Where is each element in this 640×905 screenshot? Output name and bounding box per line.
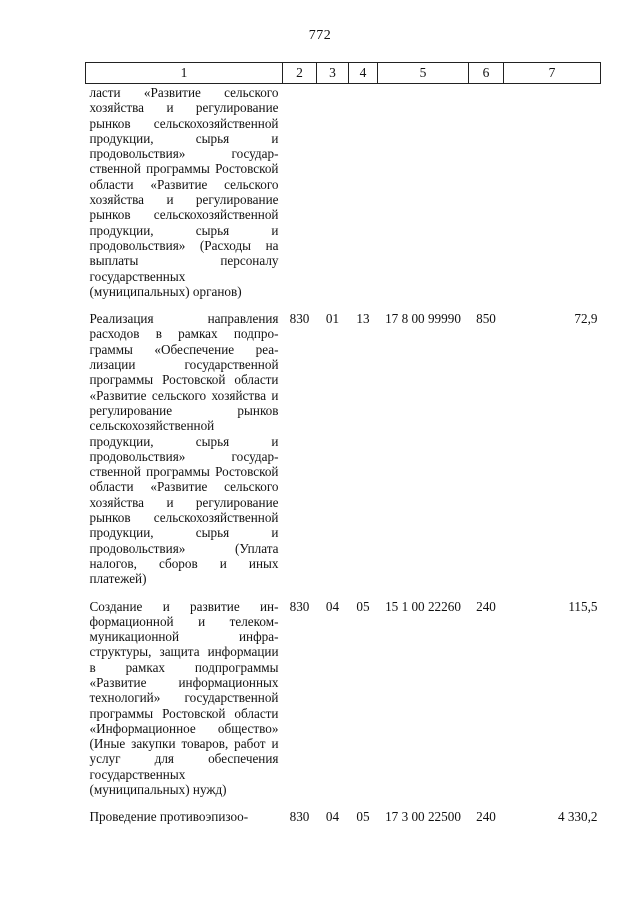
section-code — [317, 84, 349, 300]
table-row — [86, 299, 601, 586]
expense-type-code: 850 — [476, 311, 496, 327]
section-code: 04 — [325, 809, 340, 825]
amount — [504, 84, 601, 300]
table-body — [86, 84, 601, 825]
column-header-2: 2 — [283, 63, 317, 84]
page-number: 772 — [308, 28, 332, 43]
subsection-code — [349, 84, 378, 300]
amount: 72,9 — [574, 311, 598, 327]
expense-type-code — [469, 84, 504, 300]
row-description: ласти «Развитие сельского хозяйства и регулирование рынков сельскохозяйственной продукции, сырья и продовольствия» государственной программы Ростовской области «Развитие сельского хозяйства и регулирование рынков сельскохозяйственной продукции, сырья и продовольствия» (Расходы на выплаты персоналу государственных (муниципальных) органов) — [89, 85, 279, 299]
row-description: Проведение противоэпизоо- — [89, 809, 249, 825]
target-article-code: 17 3 00 22500 — [385, 809, 461, 825]
column-header-1: 1 — [86, 63, 283, 84]
ministry-code: 830 — [289, 809, 310, 825]
column-header-6: 6 — [469, 63, 504, 84]
ministry-code: 830 — [289, 311, 310, 327]
target-article-code — [378, 84, 469, 300]
expense-type-code: 240 — [476, 598, 496, 614]
row-description: Создание и развитие информационной и телекоммуникационной инфраструктуры, защита информации в рамках подпрограммы «Развитие информационных технологий» государственной программы Ростовской области «Информационное общество» (Иные закупки товаров, работ и услуг для обеспечения государственных (муниципальных) нужд) — [89, 598, 279, 798]
header-row — [86, 63, 601, 84]
row-description: Реализация направления расходов в рамках подпрограммы «Обеспечение реализации государственной программы Ростовской области «Развитие сельского хозяйства и регулирование рынков сельскохозяйственной продукции, сырья и продовольствия» государственной программы Ростовской области «Развитие сельского хозяйства и регулирование рынков сельскохозяйственной продукции, сырья и продовольствия» (Уплата налогов, сборов и иных платежей) — [89, 311, 279, 587]
subsection-code: 13 — [356, 311, 370, 327]
column-header-4: 4 — [349, 63, 378, 84]
target-article-code: 15 1 00 22260 — [385, 598, 461, 614]
table-row — [86, 84, 601, 300]
column-header-3: 3 — [317, 63, 349, 84]
column-header-5: 5 — [378, 63, 469, 84]
column-header-7: 7 — [504, 63, 601, 84]
ministry-code — [283, 84, 317, 300]
amount: 115,5 — [568, 598, 598, 614]
table-row — [86, 587, 601, 798]
ministry-code: 830 — [289, 598, 310, 614]
section-code: 01 — [325, 311, 340, 327]
target-article-code: 17 8 00 99990 — [385, 311, 461, 327]
budget-table — [85, 62, 601, 825]
subsection-code: 05 — [356, 809, 370, 825]
expense-type-code: 240 — [476, 809, 496, 825]
amount: 4 330,2 — [557, 809, 598, 825]
subsection-code: 05 — [356, 598, 370, 614]
section-code: 04 — [325, 598, 340, 614]
table-header — [86, 63, 601, 84]
table-row — [86, 797, 601, 824]
